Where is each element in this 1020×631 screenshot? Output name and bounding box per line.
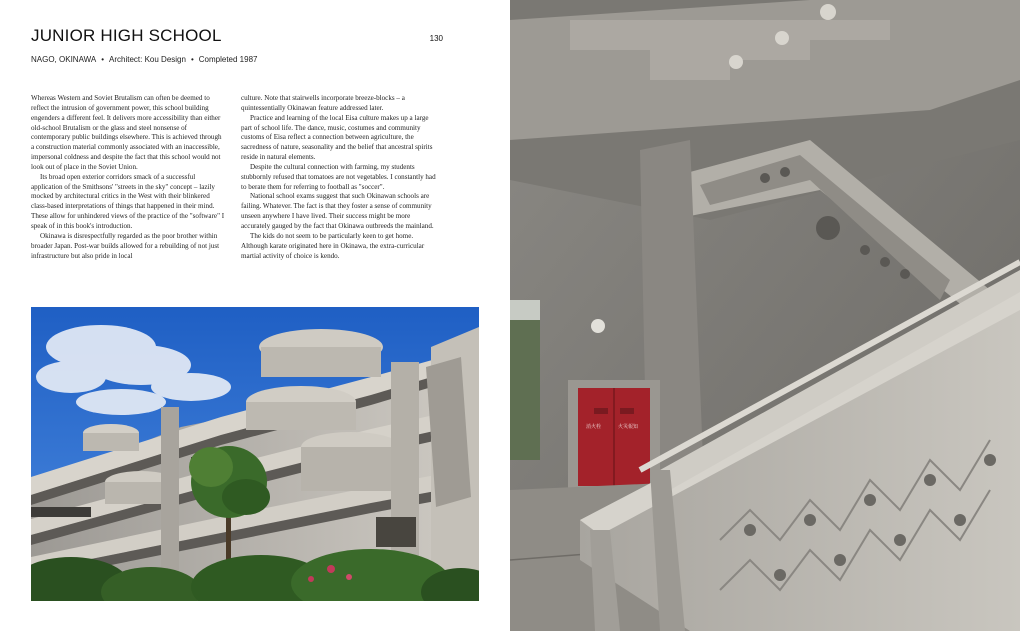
wall-lamp — [591, 319, 605, 333]
project-meta — [31, 55, 257, 64]
stairwell-photo — [510, 0, 1020, 631]
door-sign-right: 火災報知 — [618, 424, 639, 430]
left-opening — [510, 300, 540, 460]
school-exterior-photo — [31, 307, 479, 601]
paragraph: Despite the cultural connection with farming, my students stubbornly refused that tomatoes are not vegetables. I constantly had to berate them for referring to football as "soccer". — [241, 162, 436, 191]
paragraph: National school exams suggest that such Okinawan schools are failing. Whatever. The fact is that they foster a sense of community unseen anywhere I have lived. Their success might be more accurately gauged by the fact that Okinawa outbreeds the mainland. — [241, 192, 434, 230]
meta-completed: Completed 1987 — [198, 55, 258, 64]
school-exterior-illustration — [31, 307, 479, 601]
paragraph: Okinawa is disrespectfully regarded as the poor brother within broader Japan. Post-war builds allowed for a rebuilding of not just infrastructure but also pride in local — [31, 231, 220, 260]
paragraph: The kids do not seem to be particularly keen to get home. Although karate originated here in Okinawa, the extra-curricular martial activity of choice is kendo. — [241, 231, 425, 260]
paragraph: Its broad open exterior corridors smack of a successful application of the Smithsons' "streets in the sky" concept – lazily mocked by architectural critics in the West with their blinkered class-based interpretations of things that happened in their mind. These allow for unhindered views of the practice of the "software" I speak of in this book's introduction. — [31, 172, 225, 230]
page-number: 130 — [429, 34, 443, 43]
stairwell-illustration — [510, 0, 1020, 631]
text-column-2 — [241, 94, 436, 261]
paragraph: culture. Note that stairwells incorporate breeze-blocks – a quintessentially Okinawan feature addressed later. — [241, 94, 405, 112]
meta-architect: Architect: Kou Design — [109, 55, 186, 64]
door-sign-left: 消火栓 — [586, 424, 602, 430]
meta-separator: • — [101, 55, 105, 64]
text-column-1 — [31, 94, 226, 261]
paragraph: Whereas Western and Soviet Brutalism can often be deemed to reflect the intrusion of government power, this school building engenders a different feel. It delivers more accessibility than either old-school Brutalism or the glass and steel nonsense of contemporary public buildings elsewhere. This is achieved through a construction material commonly associated with an inaccessible, impersonal coldness and despite the fact that this school would not look out of place in the Soviet Union. — [31, 94, 222, 171]
page-title: JUNIOR HIGH SCHOOL — [31, 26, 222, 45]
paragraph: Practice and learning of the local Eisa culture makes up a large part of school life. The dance, music, costumes and community customs of Eisa reflect a connection between agriculture, the sacredness of nature, seasonality and the belief that ancestral spirits reside in natural elements. — [241, 113, 433, 162]
meta-separator: • — [190, 55, 194, 64]
meta-location: NAGO, OKINAWA — [31, 55, 97, 64]
